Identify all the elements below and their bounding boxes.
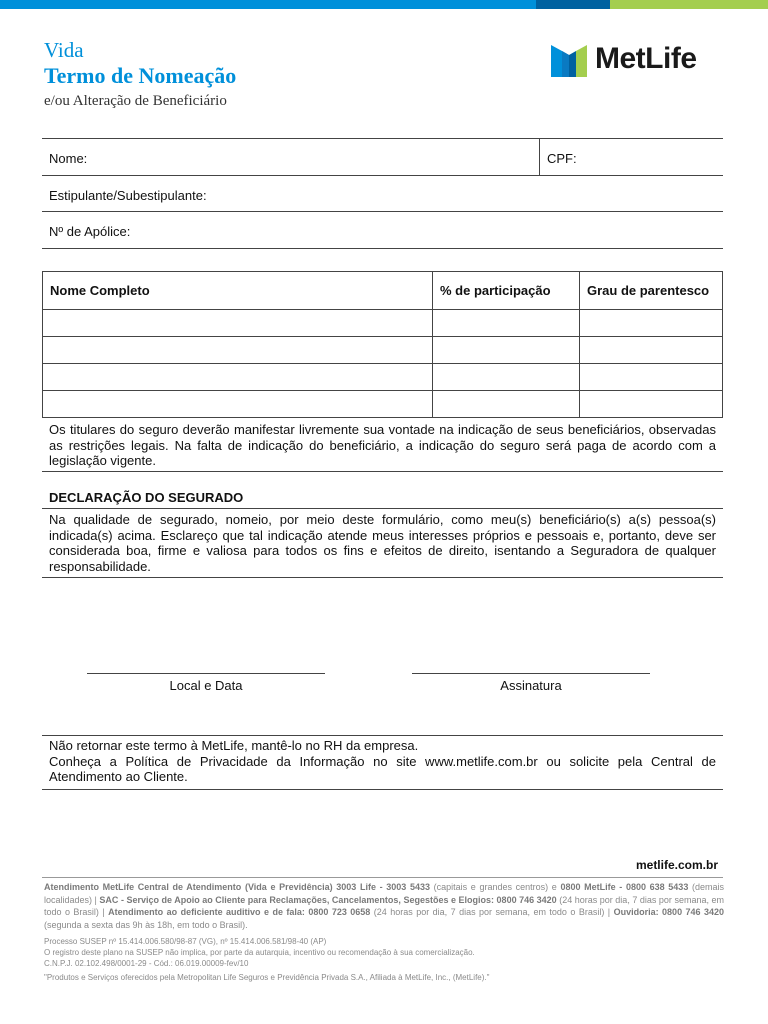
estipulante-label: Estipulante/Subestipulante:	[49, 188, 207, 203]
header-vida: Vida	[44, 38, 84, 62]
footer-text: (demais localidades) |	[44, 882, 724, 905]
nome-label: Nome:	[49, 151, 88, 166]
footer-deficiente: Atendimento ao deficiente auditivo e de fala: 0800 723 0658	[108, 907, 371, 917]
cell-grau[interactable]	[580, 337, 723, 364]
assinatura-line	[412, 673, 650, 674]
col-nome-completo: Nome Completo	[43, 272, 433, 310]
footer-text: (24 horas por dia, 7 dias por semana, em todo o Brasil) |	[370, 907, 614, 917]
logo-text: MetLife	[595, 42, 697, 75]
top-bar-blue	[0, 0, 536, 9]
top-color-bar	[0, 0, 768, 9]
apolice-label: Nº de Apólice:	[49, 224, 131, 239]
footer-contact-1: Atendimento MetLife Central de Atendimento (Vida e Previdência) 3003 Life - 3003 5433	[44, 882, 430, 892]
cell-nome[interactable]	[43, 310, 433, 337]
footer-contact-2: 0800 MetLife - 0800 638 5433	[560, 882, 689, 892]
metlife-m-icon	[551, 41, 587, 77]
table-row	[43, 337, 723, 364]
nome-cpf-divider	[539, 139, 540, 175]
table-header-row	[43, 272, 723, 310]
notice-text: Os titulares do seguro deverão manifestar livremente sua vontade na indicação de seus beneficiários, observadas as restrições legais. Na falta de indicação do beneficiário, a indicação do seguro será paga de acordo com a legislação vigente.	[49, 422, 716, 468]
metlife-logo	[551, 40, 697, 78]
cell-grau[interactable]	[580, 391, 723, 418]
legal-line-3: C.N.P.J. 02.102.498/0001-29 - Cód.: 06.019.00009-fev/10	[44, 959, 249, 968]
table-row	[43, 364, 723, 391]
cell-participacao[interactable]	[433, 310, 580, 337]
cell-nome[interactable]	[43, 337, 433, 364]
page-subtitle: e/ou Alteração de Beneficiário	[44, 93, 227, 109]
closing-text	[42, 738, 723, 785]
footer-text: (capitais e grandes centros) e	[429, 882, 561, 892]
cpf-label: CPF:	[547, 151, 577, 166]
assinatura-label: Assinatura	[500, 678, 562, 693]
insured-info-section	[42, 138, 723, 249]
cell-grau[interactable]	[580, 364, 723, 391]
cell-participacao[interactable]	[433, 337, 580, 364]
legal-line-4: "Produtos e Serviços oferecidos pela Metropolitan Life Seguros e Previdência Privada S.A., Afiliada à MetLife, Inc., (MetLife)."	[44, 973, 490, 982]
table-row	[43, 310, 723, 337]
cell-grau[interactable]	[580, 310, 723, 337]
cell-nome[interactable]	[43, 364, 433, 391]
nome-row	[42, 139, 723, 176]
col-participacao: % de participação	[433, 272, 580, 310]
beneficiary-table	[42, 271, 723, 418]
footer-contacts	[44, 881, 724, 931]
local-data-line	[87, 673, 325, 674]
footer-sac: SAC - Serviço de Apoio ao Cliente para Reclamações, Cancelamentos, Segestões e Elogios: 0800 746 3420	[99, 894, 557, 905]
cell-participacao[interactable]	[433, 391, 580, 418]
footer-site: metlife.com.br	[635, 858, 718, 872]
footer-text: (segunda a sexta das 9h às 18h, em todo o Brasil).	[44, 919, 248, 930]
footer-divider	[42, 877, 723, 878]
divider	[42, 789, 723, 790]
document-header	[44, 38, 236, 111]
divider	[42, 471, 723, 472]
divider	[42, 735, 723, 736]
col-grau-parentesco: Grau de parentesco	[580, 272, 723, 310]
declaration-body: Na qualidade de segurado, nomeio, por meio deste formulário, como meu(s) beneficiário(s) a(s) pessoa(s) indicada(s) acima. Esclareço que tal indicação atende meus interesses próprios e pessoais e, portanto, deve ser considerada boa, firme e valiosa para todos os fins e efeitos de direito, isentando a Seguradora de qualquer responsabilidade.	[49, 512, 716, 574]
footer-text: (24 horas por dia, 7 dias por semana, em todo o Brasil) |	[44, 894, 724, 917]
legal-line-2: O registro deste plano na SUSEP não implica, por parte da autarquia, incentivo ou recomendação à sua comercialização.	[44, 948, 475, 957]
closing-line-1: Não retornar este termo à MetLife, mantê-lo no RH da empresa.	[49, 738, 419, 753]
legal-line-1: Processo SUSEP nº 15.414.006.580/98-87 (VG), nº 15.414.006.581/98-40 (AP)	[44, 937, 327, 946]
page-title: Termo de Nomeação	[44, 63, 237, 88]
cell-nome[interactable]	[43, 391, 433, 418]
local-data-label: Local e Data	[169, 678, 243, 693]
top-bar-green	[610, 0, 768, 9]
top-bar-dark-blue	[536, 0, 610, 9]
apolice-row	[42, 212, 723, 249]
cell-participacao[interactable]	[433, 364, 580, 391]
footer-ouvidoria: Ouvidoria: 0800 746 3420	[613, 907, 725, 917]
estipulante-row	[42, 176, 723, 212]
declaration-title: DECLARAÇÃO DO SEGURADO	[49, 490, 244, 505]
divider	[42, 508, 723, 509]
closing-line-2: Conheça a Política de Privacidade da Informação no site www.metlife.com.br ou solicite pela Central de Atendimento ao Cliente.	[49, 753, 716, 784]
footer-legal	[44, 936, 724, 983]
table-row	[43, 391, 723, 418]
divider	[42, 577, 723, 578]
